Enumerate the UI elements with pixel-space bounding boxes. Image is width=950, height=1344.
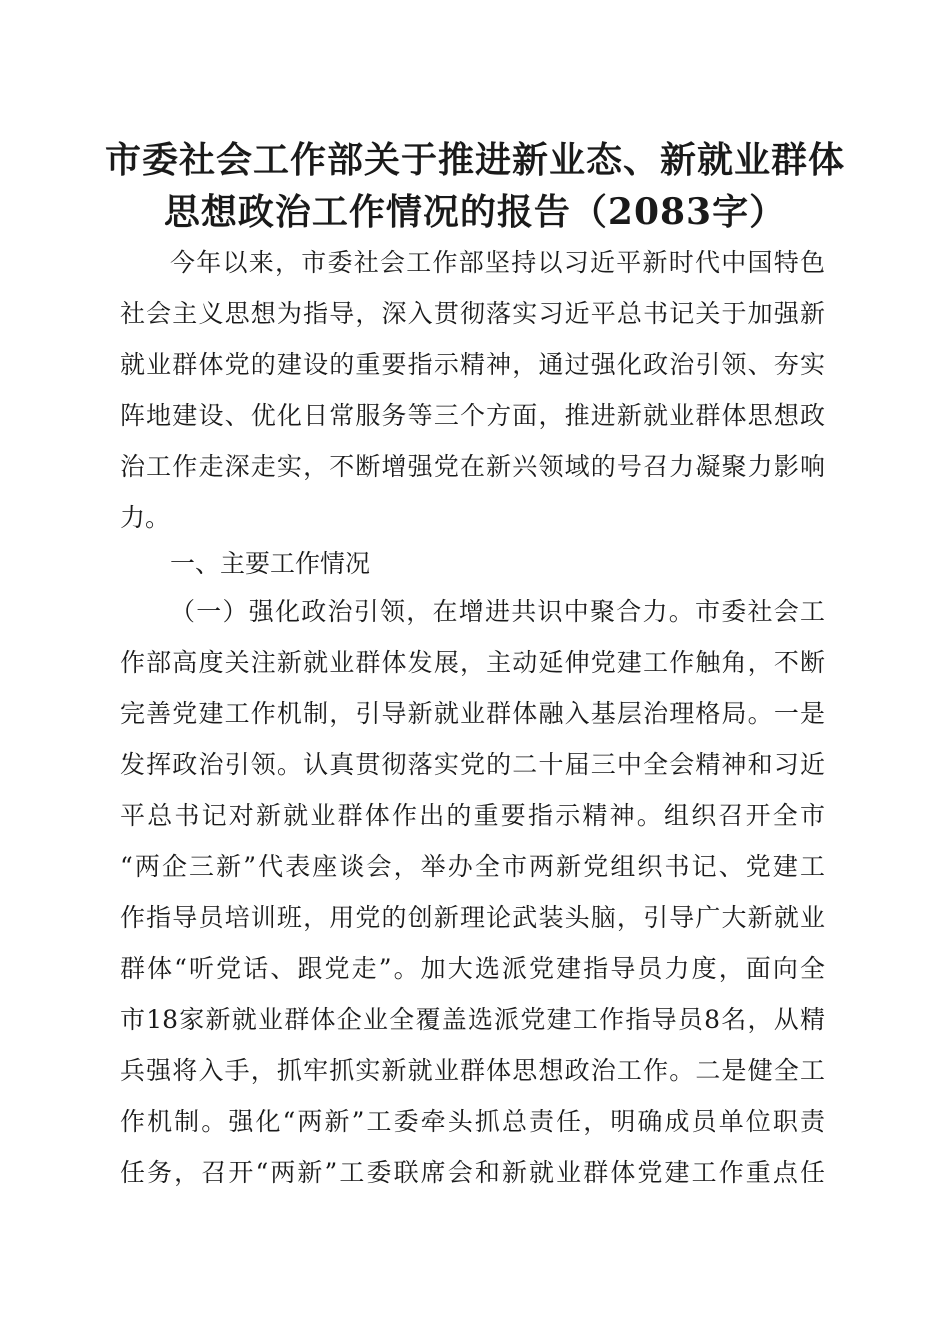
section-heading: 一、主要工作情况: [170, 549, 371, 578]
intro-paragraph-line: 今年以来，市委社会工作部坚持以习近平新时代中国特色: [170, 248, 825, 277]
section-paragraph-line: 完善党建工作机制，引导新就业群体融入基层治理格局。一是: [120, 699, 825, 728]
section-paragraph-line: 作部高度关注新就业群体发展，主动延伸党建工作触角，不断: [120, 648, 825, 677]
intro-paragraph-line: 就业群体党的建设的重要指示精神，通过强化政治引领、夯实: [120, 350, 825, 379]
document-title-line-1: 市委社会工作部关于推进新业态、新就业群体: [104, 139, 845, 181]
section-paragraph-line: 作指导员培训班，用党的创新理论武装头脑，引导广大新就业: [120, 903, 825, 932]
intro-paragraph-line: 治工作走深走实，不断增强党在新兴领域的号召力凝聚力影响: [120, 452, 825, 481]
section-paragraph-line: 任务，召开“两新”工委联席会和新就业群体党建工作重点任: [120, 1158, 825, 1187]
section-paragraph-line: “两企三新”代表座谈会，举办全市两新党组织书记、党建工: [120, 852, 825, 881]
section-paragraph-line: （一）强化政治引领，在增进共识中聚合力。市委社会工: [170, 597, 825, 626]
section-paragraph-line: 发挥政治引领。认真贯彻落实党的二十届三中全会精神和习近: [120, 750, 825, 779]
section-paragraph-line: 兵强将入手，抓牢抓实新就业群体思想政治工作。二是健全工: [120, 1056, 825, 1085]
section-paragraph-line: 作机制。强化“两新”工委牵头抓总责任，明确成员单位职责: [120, 1107, 825, 1136]
section-paragraph-line: 群体“听党话、跟党走”。加大选派党建指导员力度，面向全: [120, 954, 825, 983]
intro-paragraph-line: 阵地建设、优化日常服务等三个方面，推进新就业群体思想政: [120, 401, 825, 430]
document-title-line-2: 思想政治工作情况的报告（2083字）: [163, 191, 787, 233]
intro-paragraph-line: 社会主义思想为指导，深入贯彻落实习近平总书记关于加强新: [120, 299, 825, 328]
section-paragraph-line: 市18家新就业群体企业全覆盖选派党建工作指导员8名，从精: [120, 1005, 825, 1034]
intro-paragraph-line: 力。: [120, 503, 171, 532]
section-paragraph-line: 平总书记对新就业群体作出的重要指示精神。组织召开全市: [120, 801, 825, 830]
